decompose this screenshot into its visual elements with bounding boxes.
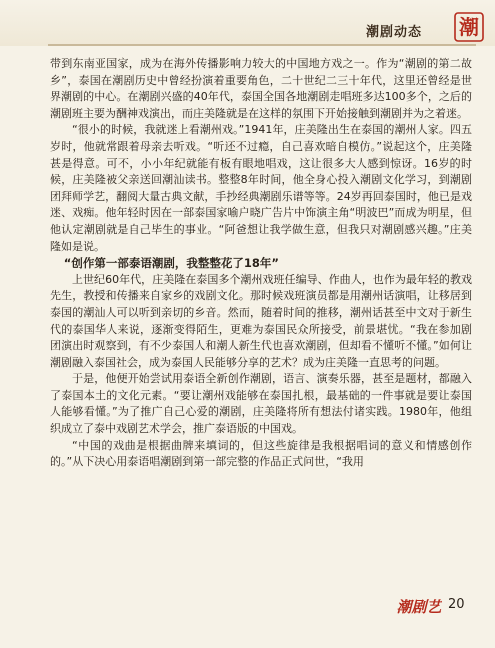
article-body [50, 56, 472, 471]
article-paragraph: 带到东南亚国家，成为在海外传播影响力较大的中国地方戏之一。作为“潮剧的第二故乡”，泰国在潮剧历史中曾经扮演着重要角色，二十世纪二三十年代，这里还曾经是世界潮剧的中心。在潮剧兴盛的40年代，泰国全国各地潮剧走唱班多达100多个，之后的潮剧班主要为酬神戏演出，而庄美隆就是在这样的氛围下开始接触到潮剧并为之着迷。 [50, 57, 472, 120]
header-divider [48, 44, 476, 46]
article-paragraph: “中国的戏曲是根据曲牌来填词的，但这些旋律是我根据唱词的意义和情感创作的。”从下决心用泰语唱潮剧到第一部完整的作品正式问世，“我用 [50, 438, 472, 469]
article-subheading: “创作第一部泰语潮剧，我整整花了18年” [63, 256, 279, 271]
section-title: 潮剧动态 [366, 25, 423, 40]
article-paragraph: “很小的时候，我就迷上看潮州戏。”1941年，庄美隆出生在泰国的潮州人家。四五岁时，他就常跟着母亲去听戏。“听还不过瘾，自己喜欢暗自模仿。”说起这个，庄美隆甚是得意。可不，小小年纪就能有板有眼地唱戏，这让很多大人感到惊讶。16岁的时候，庄美隆被父亲送回潮汕读书。整整8年时间，他全身心投入潮剧文化学习，到潮剧团拜师学艺，翻阅大量古典文献，手抄经典潮剧乐谱等等。24岁再回泰国时，他已是戏迷、戏痴。他年轻时因在一部泰国家喻户晓广告片中饰演主角“明波巴”而成为明星，但他认定潮剧就是自己毕生的事业。“阿爸想让我学做生意，但我只对潮剧感兴趣。”庄美隆如是说。 [50, 123, 472, 253]
page-number: 20 [448, 597, 465, 612]
svg-text:潮: 潮 [459, 15, 479, 39]
svg-text:潮剧艺: 潮剧艺 [396, 598, 442, 616]
article-paragraph: 上世纪60年代，庄美隆在泰国多个潮州戏班任编导、作曲人，也作为最年轻的教戏先生，教授和传播来自家乡的戏剧文化。那时候戏班演员都是用潮州话演唱，让移居到泰国的潮汕人可以听到亲切的乡音。然而，随着时间的推移，潮州话甚至中文对于新生代的泰国华人来说，逐渐变得陌生，更难为泰国民众所接受，前景堪忧。“我在参加剧团演出时观察到，有不少泰国人和潮人新生代也喜欢潮剧，但却看不懂听不懂。”如何让潮剧融入泰国社会，成为泰国人民能够分享的艺术？成为庄美隆一直思考的问题。 [50, 272, 472, 369]
seal-logo-icon [454, 12, 484, 42]
magazine-logo-icon [396, 593, 442, 619]
article-paragraph: 于是，他便开始尝试用泰语全新创作潮剧，语言、演奏乐器，甚至是题材，都融入了泰国本土的文化元素。“要让潮州戏能够在泰国扎根，最基础的一件事就是要让泰国人能够看懂。”为了推广自己心爱的潮剧，庄美隆将所有想法付诸实践。1980年，他组织成立了泰中戏剧艺术学会，推广泰语版的中国戏。 [50, 372, 472, 436]
